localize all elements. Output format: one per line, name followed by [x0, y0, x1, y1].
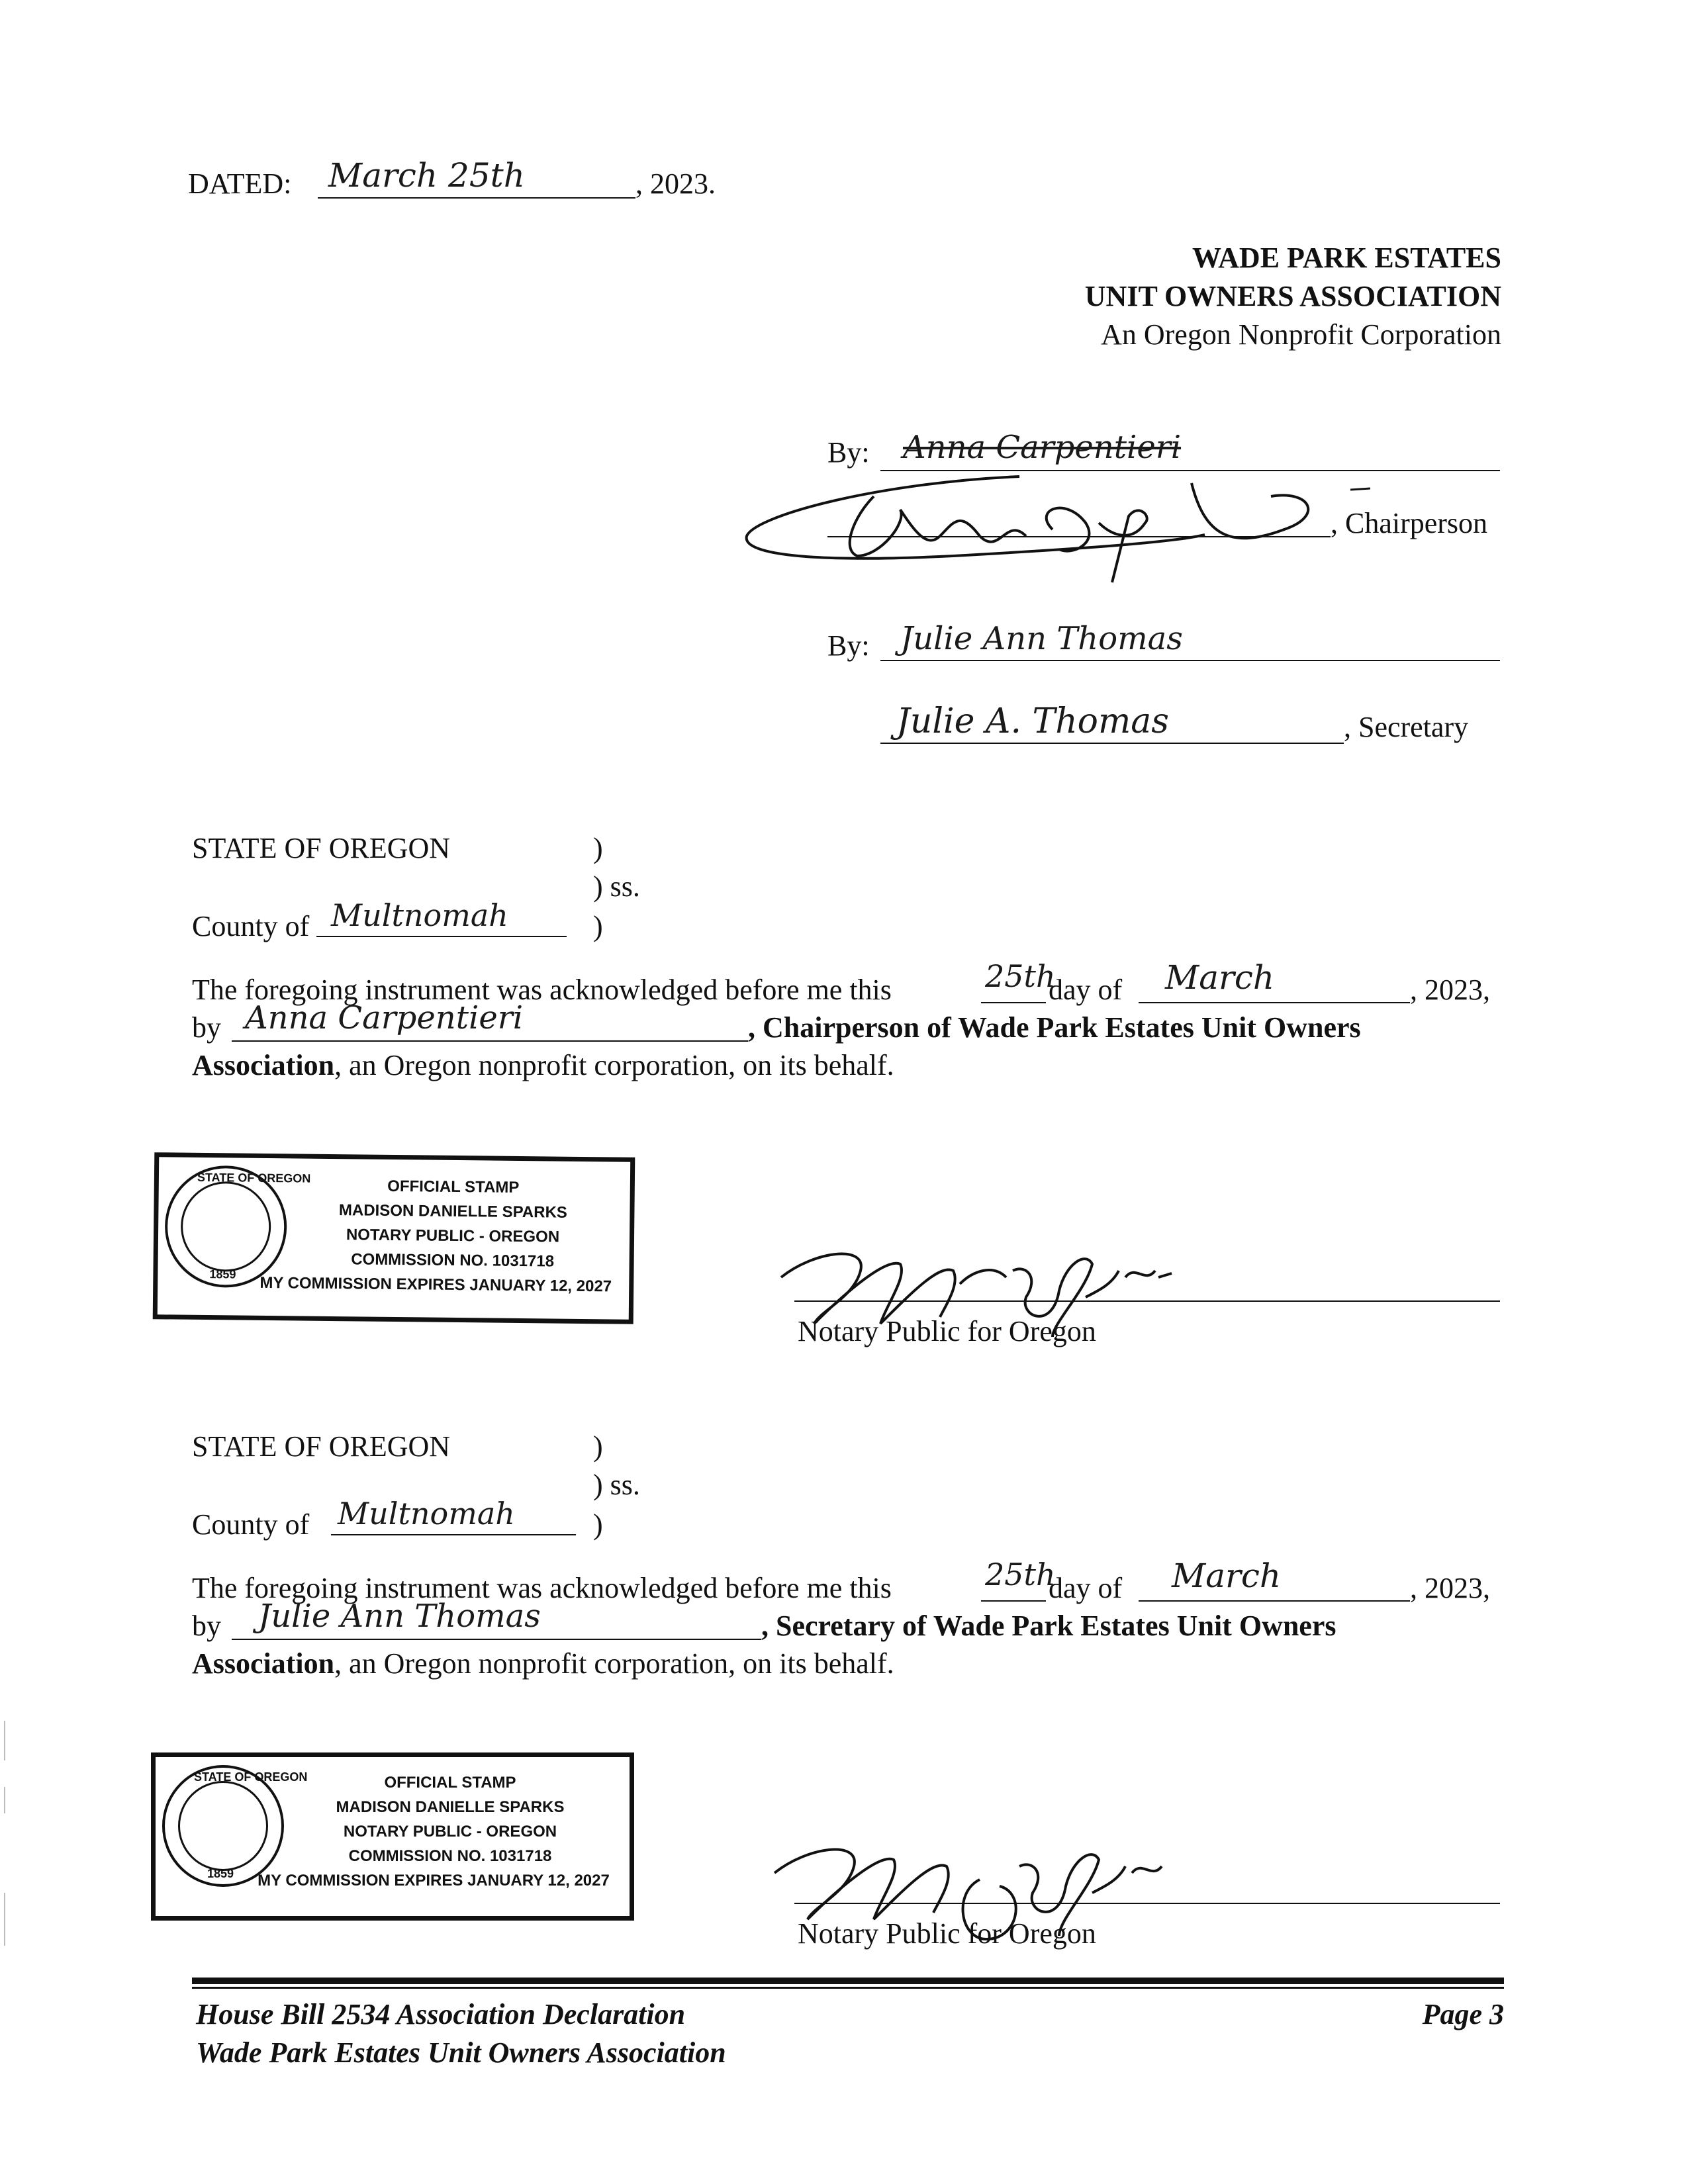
- ack1-county-label: County of: [192, 910, 310, 942]
- ack2-by-label: by: [192, 1610, 221, 1642]
- stamp-line3: NOTARY PUBLIC - OREGON: [346, 1226, 560, 1246]
- state-seal-icon: [164, 1165, 311, 1288]
- signatory2-signature-line: [880, 702, 1344, 744]
- ack2-line3-rest: , an Oregon nonprofit corporation, on its behalf.: [334, 1647, 894, 1680]
- ack1-line3: [192, 1048, 894, 1083]
- stamp-line4: COMMISSION NO. 1031718: [348, 1847, 552, 1865]
- handwritten-date: March 25th: [328, 156, 525, 195]
- signatory2-signature: Julie A. Thomas: [896, 702, 1169, 741]
- ack2-person-handwritten: Julie Ann Thomas: [258, 1598, 541, 1635]
- ack2-paren-close: ): [593, 1508, 603, 1541]
- association-descriptor: An Oregon Nonprofit Corporation: [1101, 318, 1501, 351]
- stamp-line3: NOTARY PUBLIC - OREGON: [343, 1823, 557, 1841]
- scan-artifact: [4, 1787, 5, 1813]
- signatory1-printed-name: Anna Carpentieri: [903, 429, 1182, 466]
- ack2-day-handwritten: 25th: [985, 1557, 1056, 1592]
- signatory2-printed-name: Julie Ann Thomas: [900, 620, 1183, 657]
- dated-blank: [318, 156, 635, 199]
- seal-top-text: STATE OF OREGON: [197, 1170, 311, 1185]
- ack1-line3-rest: , an Oregon nonprofit corporation, on its behalf.: [334, 1049, 894, 1081]
- stamp-line4: COMMISSION NO. 1031718: [351, 1250, 555, 1271]
- stamp-line5: MY COMMISSION EXPIRES JANUARY 12, 2027: [259, 1273, 612, 1296]
- ack1-day-of: day of: [1049, 974, 1123, 1006]
- ack1-month-handwritten: March: [1165, 958, 1275, 997]
- dated-year: , 2023.: [635, 167, 716, 200]
- ack2-person-blank: [232, 1598, 761, 1640]
- stamp-line2: MADISON DANIELLE SPARKS: [338, 1201, 568, 1222]
- seal-year: 1859: [207, 1867, 234, 1880]
- ack2-line3-bold: Association: [192, 1647, 335, 1680]
- dated-label: DATED:: [188, 167, 292, 200]
- scan-artifact: [4, 1893, 5, 1946]
- association-name-line1: WADE PARK ESTATES: [1192, 242, 1501, 274]
- ack2-day-blank: [981, 1557, 1056, 1602]
- ack2-ss-label: ) ss.: [593, 1469, 640, 1501]
- signatory2-title: , Secretary: [1344, 711, 1469, 743]
- ack1-role: , Chairperson of Wade Park Estates Unit Owners: [748, 1011, 1361, 1044]
- page-number: Page 3: [1422, 1998, 1504, 2030]
- stamp-line1: OFFICIAL STAMP: [387, 1177, 520, 1197]
- ack2-paren-open: ): [593, 1430, 603, 1463]
- ack1-person-handwritten: Anna Carpentieri: [245, 999, 524, 1036]
- footer-rule-thick: [192, 1978, 1504, 1984]
- signatory2-by-label: By:: [827, 629, 870, 662]
- stamp-line2: MADISON DANIELLE SPARKS: [336, 1798, 565, 1816]
- ack2-role: , Secretary of Wade Park Estates Unit Owners: [761, 1610, 1336, 1642]
- ack1-paren-open: ): [593, 832, 603, 864]
- seal-top-text: STATE OF OREGON: [194, 1770, 308, 1784]
- ack2-month-blank: [1139, 1559, 1410, 1602]
- stamp-line5: MY COMMISSION EXPIRES JANUARY 12, 2027: [258, 1872, 610, 1889]
- footer-rule-thin: [192, 1987, 1504, 1989]
- notary-stamp-1: [153, 1152, 635, 1324]
- scan-artifact: [4, 1721, 5, 1760]
- ack2-county-handwritten: Multnomah: [338, 1496, 515, 1531]
- ack1-county-handwritten: Multnomah: [331, 897, 508, 933]
- ack2-line3: [192, 1647, 894, 1682]
- ack1-line3-bold: Association: [192, 1049, 335, 1081]
- ack1-county-blank: [316, 897, 567, 937]
- stamp-line1: OFFICIAL STAMP: [384, 1774, 516, 1792]
- footer-title-line2: Wade Park Estates Unit Owners Association: [196, 2036, 726, 2069]
- signatory2-name-blank: [880, 619, 1500, 661]
- signatory1-by-label: By:: [827, 436, 870, 469]
- ack2-state-label: STATE OF OREGON: [192, 1430, 451, 1463]
- seal-year: 1859: [209, 1267, 236, 1281]
- notary-stamp-2: [151, 1752, 634, 1921]
- association-name-line2: UNIT OWNERS ASSOCIATION: [1084, 280, 1501, 312]
- notary2-label: Notary Public for Oregon: [798, 1917, 1096, 1950]
- signatory1-title: , Chairperson: [1331, 507, 1488, 539]
- ack1-state-label: STATE OF OREGON: [192, 832, 451, 864]
- ack1-line1-prefix: The foregoing instrument was acknowledged before me this: [192, 974, 892, 1006]
- ack1-by-label: by: [192, 1011, 221, 1044]
- ack1-day-handwritten: 25th: [985, 958, 1056, 994]
- ack1-month-blank: [1139, 958, 1410, 1003]
- ack1-day-blank: [981, 958, 1056, 1003]
- ack2-month-handwritten: March: [1172, 1557, 1282, 1595]
- ack1-year: , 2023,: [1410, 974, 1490, 1006]
- ack2-day-of: day of: [1049, 1572, 1123, 1604]
- notary1-label: Notary Public for Oregon: [798, 1315, 1096, 1347]
- ack2-county-blank: [331, 1496, 576, 1535]
- ack2-line1-prefix: The foregoing instrument was acknowledged before me this: [192, 1572, 892, 1604]
- ack1-ss-label: ) ss.: [593, 870, 640, 903]
- footer-title-line1: House Bill 2534 Association Declaration: [196, 1998, 686, 2030]
- ack1-paren-close: ): [593, 910, 603, 942]
- ack2-year: , 2023,: [1410, 1572, 1490, 1604]
- signatory1-signature: [741, 457, 1430, 602]
- ack1-person-blank: [232, 999, 748, 1042]
- ack2-county-label: County of: [192, 1508, 310, 1541]
